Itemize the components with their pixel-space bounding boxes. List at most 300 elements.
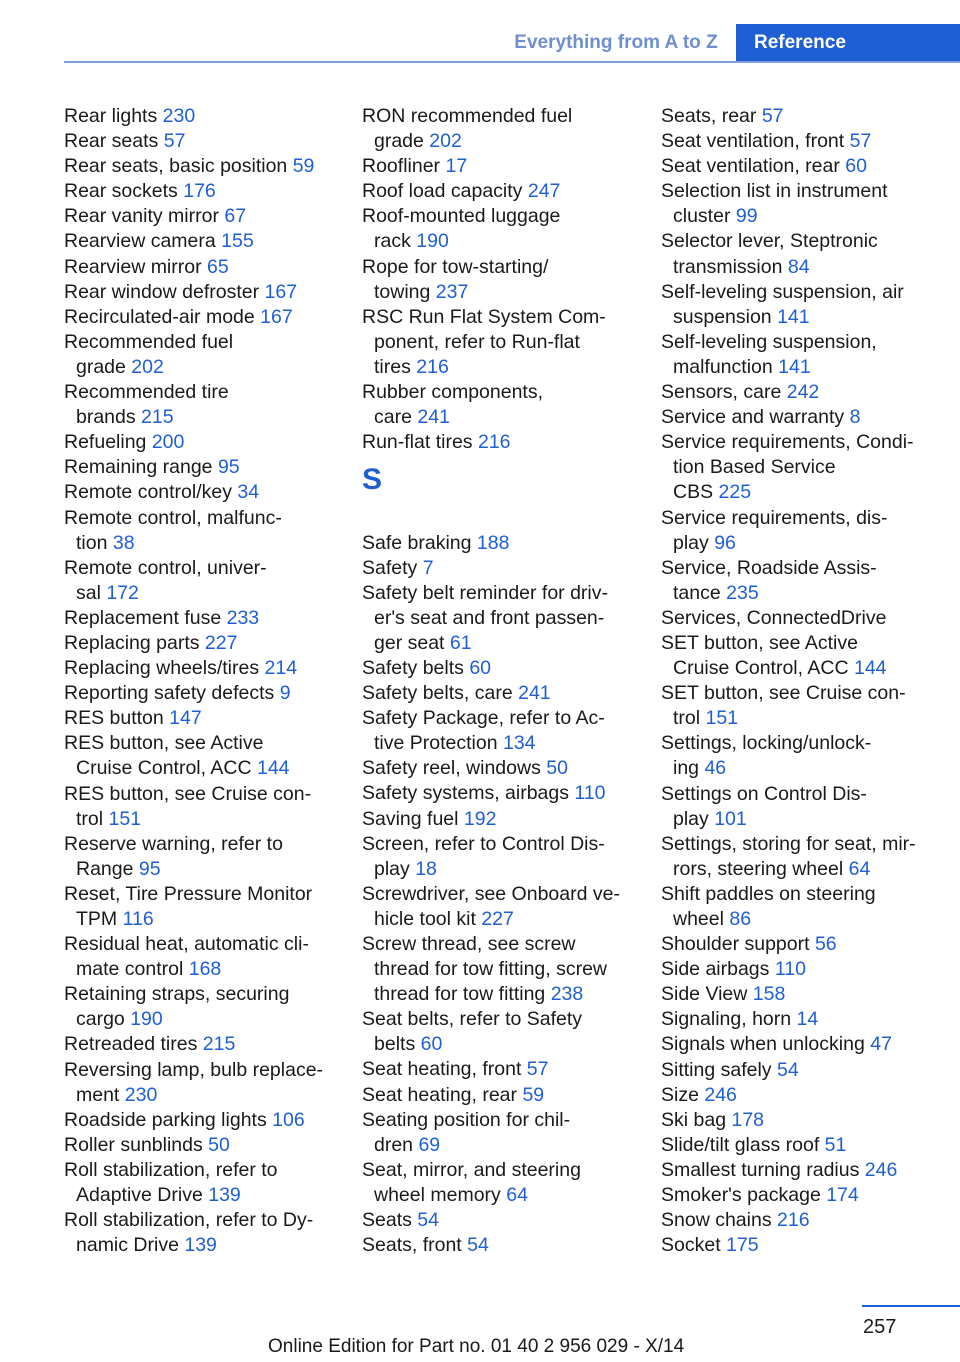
entry-text: Remote control/key [64,481,232,504]
index-entry [64,480,344,505]
index-entry [661,104,951,129]
index-entry [64,706,344,731]
page-link[interactable]: 242 [786,381,820,404]
entry-text: Settings, locking/unlock- [661,732,872,755]
entry-text: ponent, refer to Run-flat [374,330,580,353]
index-entry [661,1133,951,1158]
page-link[interactable]: 116 [122,908,154,930]
index-entry [64,129,344,154]
index-column-2 [362,104,642,1258]
index-entry [64,204,344,229]
entry-text: Remote control, malfunc- [64,506,282,529]
entry-text: ing [673,757,700,780]
entry-text: suspension [673,305,772,328]
index-entry [661,631,951,681]
page-link[interactable]: 95 [138,857,161,880]
entry-text: Roll stabilization, refer to [64,1158,278,1181]
entry-text: Remaining range [64,456,213,479]
page-link[interactable]: 225 [718,481,752,504]
page-link[interactable]: 64 [848,857,871,880]
entry-text: SET button, see Cruise con- [661,682,906,705]
index-entry [661,179,951,229]
page-link[interactable]: 175 [726,1234,759,1257]
page-link[interactable]: 60 [469,656,492,679]
index-entry [362,932,642,1007]
page-link[interactable]: 174 [826,1184,859,1207]
entry-text: Seat ventilation, front [661,130,845,153]
entry-text: Self-leveling suspension, air [661,280,904,303]
entry-text: RES button, see Active [64,732,264,755]
page-link[interactable]: 59 [522,1083,545,1106]
index-entry [661,430,951,505]
page-link[interactable]: 110 [574,782,606,805]
page-link[interactable]: 141 [778,355,811,378]
index-entry [362,305,642,380]
index-entry [661,1208,951,1233]
page-link[interactable]: 168 [188,958,222,981]
entry-text: Snow chains [661,1209,772,1232]
entry-text: play [374,857,410,880]
entry-text: play [673,807,709,830]
entry-text: Safety reel, windows [362,757,541,780]
index-entry [661,280,951,330]
page-link[interactable]: 17 [445,155,468,178]
page-link[interactable]: 215 [141,406,174,429]
page-link[interactable]: 202 [429,130,462,153]
entry-text: Sitting safely [661,1058,772,1081]
entry-text: Signals when unlocking [661,1033,865,1056]
index-entry [362,706,642,756]
page-link[interactable]: 106 [272,1108,305,1131]
page-link[interactable]: 172 [106,581,139,604]
entry-text: grade [374,130,424,153]
entry-text: mate control [76,958,184,981]
entry-text: Sensors, care [661,381,782,404]
page-link[interactable]: 51 [824,1133,847,1156]
entry-text: Roller sunblinds [64,1133,203,1156]
index-entry [362,1158,642,1208]
index-entry [661,832,951,882]
entry-text: Recirculated-air mode [64,305,255,328]
index-entry [661,606,951,631]
page-link[interactable]: 230 [124,1083,158,1106]
index-entry [64,255,344,280]
index-entry [64,1133,344,1158]
index-entry [64,606,344,631]
entry-text: Retreaded tires [64,1033,198,1056]
page-link[interactable]: 64 [506,1183,528,1206]
entry-text: Side View [661,983,748,1006]
page-link[interactable]: 155 [221,230,254,253]
entry-text: brands [76,406,136,429]
entry-text: Screwdriver, see Onboard ve- [362,882,620,905]
page-link[interactable]: 38 [112,531,135,554]
page-link[interactable]: 96 [714,531,736,554]
entry-text: Recommended tire [64,381,229,404]
entry-text: Settings on Control Dis- [661,782,867,805]
page-link[interactable]: 227 [204,631,238,654]
index-column-3 [661,104,951,1258]
page-link[interactable]: 188 [476,531,510,554]
entry-text: Ski bag [661,1108,727,1131]
index-entry [362,204,642,254]
index-entry [661,1108,951,1133]
entry-text: Seat belts, refer to Safety [362,1008,583,1031]
page-link[interactable]: 14 [796,1008,819,1031]
page-link[interactable]: 200 [151,431,185,454]
entry-text: Remote control, univer- [64,556,267,579]
index-entry [64,1058,344,1108]
entry-text: Services, ConnectedDrive [661,606,887,629]
page-link[interactable]: 216 [477,431,511,454]
index-entry [64,832,344,882]
entry-text: Service, Roadside Assis- [661,556,877,579]
index-entry [64,1108,344,1133]
entry-text: namic Drive [76,1234,179,1257]
entry-text: RES button [64,707,164,730]
entry-text: rack [374,230,411,253]
page-link[interactable]: 214 [264,657,298,680]
index-entry [362,531,642,556]
entry-text: Seat heating, rear [362,1083,518,1106]
index-entry [661,932,951,957]
entry-text: CBS [673,481,714,504]
page-link[interactable]: 178 [731,1108,765,1131]
index-entry [362,154,642,179]
page-link[interactable]: 192 [463,807,497,830]
index-entry [661,982,951,1007]
entry-text: Rear lights [64,105,158,127]
page-link[interactable]: 233 [226,606,260,629]
index-entry [362,656,642,681]
index-entry [362,882,642,932]
entry-text: Roadside parking lights [64,1108,267,1131]
page-link[interactable]: 235 [726,581,759,604]
entry-text: Recommended fuel [64,330,234,353]
index-entry [64,982,344,1032]
index-entry [661,556,951,606]
page-link[interactable]: 54 [776,1058,799,1081]
index-entry [661,154,951,179]
page-link[interactable]: 151 [108,807,142,830]
entry-text: Seat ventilation, rear [661,155,840,178]
page-link[interactable]: 190 [416,230,449,253]
index-entry [64,731,344,781]
entry-text: Reset, Tire Pressure Monitor [64,882,313,905]
entry-text: Cruise Control, ACC [76,757,252,780]
page-link[interactable]: 247 [527,180,561,203]
entry-text: Refueling [64,431,147,454]
index-entry [661,129,951,154]
entry-text: Self-leveling suspension, [661,330,877,353]
index-entry [64,430,344,455]
entry-text: Rear vanity mirror [64,205,219,228]
index-entry [661,330,951,380]
entry-text: Safety systems, airbags [362,782,569,805]
page-number: 257 [863,1316,897,1338]
entry-text: Seating position for chil- [362,1108,571,1131]
entry-text: Seat heating, front [362,1058,522,1081]
page-link[interactable]: 57 [526,1058,549,1081]
page-link[interactable]: 139 [184,1234,217,1257]
index-entry [64,932,344,982]
entry-text: Rear window defroster [64,280,260,303]
page-link[interactable]: 99 [735,205,758,228]
chapter-tab: Reference [736,24,960,62]
page-link[interactable]: 57 [849,130,872,153]
entry-text: Cruise Control, ACC [673,657,849,680]
entry-text: Reserve warning, refer to [64,832,283,855]
index-entry [64,305,344,330]
page-link[interactable]: 216 [777,1209,810,1232]
page-link[interactable]: 8 [849,406,861,429]
page-link[interactable]: 54 [417,1209,439,1232]
entry-text: thread for tow fitting, screw [374,958,608,981]
index-entry [64,782,344,832]
page-link[interactable]: 246 [704,1083,737,1106]
entry-text: malfunction [673,355,773,378]
entry-text: er's seat and front passen- [374,606,605,629]
entry-text: Smallest turning radius [661,1158,860,1181]
index-column-1 [64,104,344,1258]
page-link[interactable]: 147 [169,707,202,730]
page-link[interactable]: 237 [435,280,469,303]
index-entry [661,782,951,832]
entry-text: Size [661,1083,699,1106]
index-entry [362,430,642,455]
entry-text: RES button, see Cruise con- [64,782,312,805]
index-entry [661,1058,951,1083]
entry-text: Seats [362,1209,412,1232]
index-entry [362,1083,642,1108]
page-link[interactable]: 241 [518,682,551,705]
index-entry [64,455,344,480]
entry-text: Screw thread, see screw [362,933,576,955]
entry-text: Rear sockets [64,180,178,203]
index-entry [661,405,951,430]
index-entry [64,280,344,305]
page-link[interactable]: 7 [422,556,434,579]
index-entry [64,154,344,179]
index-entry [362,807,642,832]
entry-text: ger seat [374,631,445,654]
header-rule [64,61,960,63]
entry-text: Screen, refer to Control Dis- [362,832,605,855]
index-entry [362,581,642,656]
page-link[interactable]: 9 [279,682,291,705]
entry-text: Side airbags [661,958,770,981]
entry-text: Safety belts [362,656,464,679]
index-entry [661,1032,951,1057]
page-link[interactable]: 34 [237,481,260,504]
entry-text: Residual heat, automatic cli- [64,933,309,956]
page-link[interactable]: 54 [467,1234,489,1257]
page-link[interactable]: 95 [217,456,240,479]
page-link[interactable]: 18 [415,857,437,880]
page-link[interactable]: 84 [787,255,810,278]
index-entry [362,781,642,806]
index-entry [362,756,642,781]
page-link[interactable]: 67 [224,205,247,228]
entry-text: Seat, mirror, and steering [362,1158,581,1181]
page-link[interactable]: 134 [502,732,536,755]
page-link[interactable]: 61 [449,631,472,654]
page-link[interactable]: 47 [870,1033,892,1056]
page-link[interactable]: 216 [416,355,449,378]
index-entry [362,380,642,430]
section-letter: S [362,463,383,497]
page-link[interactable]: 60 [845,155,867,178]
entry-text: Signaling, horn [661,1008,792,1031]
entry-text: SET button, see Active [661,631,858,654]
index-entry [661,882,951,932]
entry-text: Rear seats [64,130,159,153]
entry-text: ment [76,1083,120,1106]
index-entry [661,731,951,781]
entry-text: towing [374,280,431,303]
index-entry [64,681,344,706]
entry-text: Safety belts, care [362,682,513,705]
index-entry [64,1208,344,1258]
index-entry [362,1208,642,1233]
page-link[interactable]: 238 [550,983,584,1006]
entry-text: wheel [673,908,724,930]
page-link[interactable]: 190 [130,1008,163,1031]
entry-text: RSC Run Flat System Com- [362,305,606,328]
page-link[interactable]: 57 [761,105,784,127]
index-entry [64,179,344,204]
entry-text: trol [673,707,701,730]
entry-text: Shift paddles on steering [661,882,876,905]
index-entry [362,681,642,706]
entry-text: Rear seats, basic position [64,155,288,178]
section-title: Everything from A to Z [514,32,718,53]
entry-text: TPM [76,908,118,930]
entry-text: Range [76,857,134,880]
entry-text: Safety [362,556,418,579]
page-link[interactable]: 59 [292,155,315,178]
entry-text: Run-flat tires [362,431,473,454]
entry-text: play [673,531,709,554]
entry-text: sal [76,581,101,604]
index-entry [64,380,344,430]
entry-text: Replacing parts [64,631,200,654]
entry-text: cluster [673,205,731,228]
index-entry [362,255,642,305]
entry-text: belts [374,1033,416,1056]
page-link[interactable]: 167 [260,305,293,328]
entry-text: Service requirements, Condi- [661,431,914,454]
entry-text: Selection list in instrument [661,180,888,203]
index-entry [362,179,642,204]
entry-text: Roof load capacity [362,180,523,203]
entry-text: dren [374,1133,414,1156]
entry-text: tires [374,355,411,378]
page-link[interactable]: 139 [208,1184,241,1207]
entry-text: care [374,406,412,429]
page-link[interactable]: 144 [853,657,887,680]
index-entry [64,1032,344,1057]
entry-text: cargo [76,1008,125,1031]
entry-text: rors, steering wheel [673,857,844,880]
page-link[interactable]: 158 [752,983,786,1006]
entry-text: hicle tool kit [374,907,476,930]
page-link[interactable]: 215 [202,1033,236,1056]
entry-text: Safety belt reminder for driv- [362,581,609,604]
edition-footer: Online Edition for Part no. 01 40 2 956 029 - X/14 [268,1336,685,1357]
index-entry [661,957,951,982]
index-entry [64,229,344,254]
page-link[interactable]: 202 [131,355,164,378]
page-link[interactable]: 176 [183,180,216,203]
index-entry [362,556,642,581]
index-entry [661,506,951,556]
page-link[interactable]: 57 [163,130,186,153]
page-link[interactable]: 46 [704,757,727,780]
page-link[interactable]: 227 [481,907,514,930]
entry-text: trol [76,807,104,830]
index-entry [362,1057,642,1082]
page-link[interactable]: 241 [417,406,450,429]
page-link[interactable]: 65 [207,255,229,278]
entry-text: Rubber components, [362,381,544,404]
entry-text: transmission [673,255,783,278]
page-link[interactable]: 86 [729,908,752,930]
page-link[interactable]: 50 [208,1133,230,1156]
page-link[interactable]: 101 [714,807,747,830]
index-entry [64,506,344,556]
page-link[interactable]: 141 [777,305,810,328]
page-link[interactable]: 50 [546,757,568,780]
entry-text: Seats, front [362,1234,462,1257]
index-entry [661,1233,951,1258]
entry-text: Reversing lamp, bulb replace- [64,1058,324,1081]
entry-text: Socket [661,1234,721,1257]
index-entry [64,556,344,606]
entry-text: Replacement fuse [64,606,222,629]
page-link[interactable]: 60 [420,1033,443,1056]
page-link[interactable]: 110 [774,958,806,981]
page-link[interactable]: 144 [256,757,290,780]
entry-text: thread for tow fitting [374,983,546,1006]
entry-text: Smoker's package [661,1184,821,1207]
page-link[interactable]: 151 [705,707,739,730]
index-entry [64,882,344,932]
index-entry [362,1007,642,1057]
entry-text: Reporting safety defects [64,682,275,705]
page-link[interactable]: 69 [418,1133,441,1156]
entry-text: RON recommended fuel [362,105,573,127]
entry-text: tive Protection [374,732,498,755]
page-link[interactable]: 230 [162,105,196,127]
page-link[interactable]: 167 [264,280,298,303]
index-entry [661,1083,951,1108]
entry-text: tion Based Service [673,456,836,479]
entry-text: Roll stabilization, refer to Dy- [64,1209,314,1232]
entry-text: Shoulder support [661,933,810,956]
index-entry [661,1183,951,1208]
page-link[interactable]: 246 [864,1158,898,1181]
entry-text: Rope for tow-starting/ [362,255,549,278]
index-entry [362,1108,642,1158]
entry-text: Selector lever, Steptronic [661,230,878,253]
index-entry [64,631,344,656]
page-link[interactable]: 56 [814,933,837,956]
entry-text: Settings, storing for seat, mir- [661,832,916,855]
entry-text: Rearview camera [64,230,216,253]
entry-text: tion [76,531,108,554]
entry-text: Saving fuel [362,807,459,830]
